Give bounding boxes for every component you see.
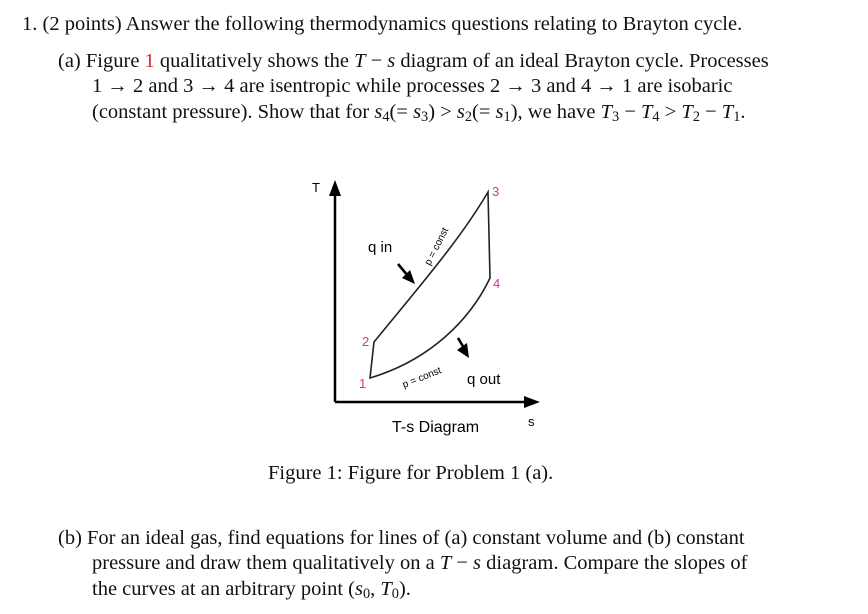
ts-diagram (300, 170, 560, 440)
q-out-arrow (457, 338, 469, 358)
figure-caption: Figure 1: Figure for Problem 1 (a). (268, 462, 554, 484)
t-axis-label: T (312, 180, 320, 195)
part-b-text-1: For an ideal gas, find equations for lines of (a) constant volume and (b) constant (87, 527, 745, 549)
math-t-s: T − s (439, 552, 482, 574)
q-in-label: q in (368, 239, 393, 256)
part-a-text-3-pre: (constant pressure). Show that for (92, 101, 370, 123)
part-a-line-3 (92, 100, 746, 124)
part-a-text-1b: diagram of an ideal Brayton cycle. Processes (400, 50, 769, 72)
brayton-cycle (370, 192, 490, 378)
part-a-text-3-post: we have (527, 101, 596, 123)
figure-word: Figure (85, 50, 140, 72)
part-a-line-1 (58, 49, 769, 73)
figure-ref-link[interactable]: 1 (144, 50, 155, 72)
q-out-label: q out (467, 371, 501, 388)
math-condition: $s_4(= s_3) > s_2(= s_1)$, (374, 101, 523, 125)
diagram-title: T-s Diagram (392, 419, 480, 436)
math-T: T (354, 50, 366, 72)
point-2-label: 2 (362, 334, 370, 349)
part-b-line-1 (58, 526, 745, 550)
math-minus-s: − s (365, 50, 396, 72)
part-a-line-2 (92, 74, 732, 98)
problem-header-text: (2 points) Answer the following thermodynamics questions relating to Brayton cycle. (42, 13, 743, 35)
problem-header (22, 12, 742, 36)
part-a-text-2: 1 → 2 and 3 → 4 are isentropic while processes 2 → 3 and 4 → 1 are isobaric (92, 75, 733, 97)
part-b-line-3 (92, 577, 411, 601)
math-result: $T_3 - T_4 > T_2 - T_1$. (600, 101, 746, 125)
part-a-text-1: qualitatively shows the (159, 50, 349, 72)
point-1-label: 1 (359, 376, 367, 391)
p-const-bottom-label: p = const (401, 365, 444, 391)
problem-number: 1. (22, 13, 38, 35)
p-const-top-label: p = const (422, 225, 452, 268)
q-in-arrow (398, 264, 415, 284)
t-axis-arrow (329, 180, 341, 196)
part-b-line-2 (92, 551, 747, 575)
part-b-text-2-pre: pressure and draw them qualitatively on a (92, 552, 435, 574)
s-axis-arrow (524, 396, 540, 408)
part-b-text-2-post: diagram. Compare the slopes of (486, 552, 748, 574)
s-axis-label: s (528, 414, 535, 429)
part-b-label: (b) (58, 527, 82, 549)
point-4-label: 4 (493, 276, 501, 291)
part-a-label: (a) (58, 50, 81, 72)
point-3-label: 3 (492, 184, 500, 199)
part-b-text-3-pre: the curves at an arbitrary point (92, 578, 344, 600)
math-point: ($s_0$, $T_0$). (348, 578, 411, 602)
